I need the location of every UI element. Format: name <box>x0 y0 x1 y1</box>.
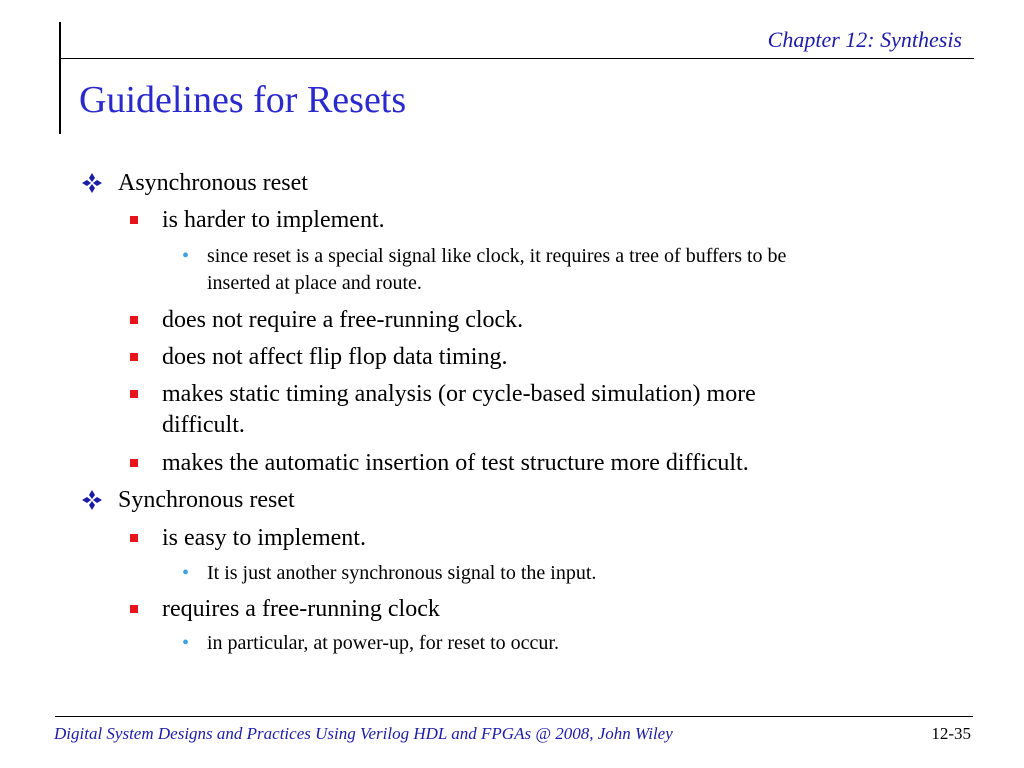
chapter-label: Chapter 12: Synthesis <box>767 27 962 52</box>
bullet-text: Asynchronous reset <box>118 170 308 196</box>
square-bullet-icon <box>130 353 138 361</box>
footer-citation: Digital System Designs and Practices Using Verilog HDL and FPGAs @ 2008, John Wiley <box>54 724 673 743</box>
list-item-text: does not affect flip flop data timing. <box>162 344 508 370</box>
square-bullet-icon <box>130 216 138 224</box>
list-item-text: makes the automatic insertion of test structure more difficult. <box>162 450 749 476</box>
footer-rule <box>55 716 973 717</box>
list-item-text: makes static timing analysis (or cycle-based simulation) more <box>162 381 756 407</box>
square-bullet-icon <box>130 390 138 398</box>
dot-bullet-icon: • <box>182 245 190 267</box>
dot-bullet-icon: • <box>182 632 190 654</box>
sub-list-item-text: since reset is a special signal like clock, it requires a tree of buffers to be <box>207 245 787 267</box>
page-number: 12-35 <box>931 724 971 743</box>
square-bullet-icon <box>130 605 138 613</box>
sub-list-item-text: inserted at place and route. <box>207 272 422 294</box>
square-bullet-icon <box>130 534 138 542</box>
square-bullet-icon <box>130 316 138 324</box>
list-item-text: is easy to implement. <box>162 525 366 551</box>
bullet-text: Synchronous reset <box>118 487 295 513</box>
list-item-text: does not require a free-running clock. <box>162 307 524 333</box>
sub-list-item-text: in particular, at power-up, for reset to occur. <box>207 632 559 654</box>
slide-title: Guidelines for Resets <box>79 79 407 121</box>
list-item-text: difficult. <box>162 412 245 438</box>
sub-list-item-text: It is just another synchronous signal to the input. <box>207 562 597 584</box>
square-bullet-icon <box>130 459 138 467</box>
list-item-text: is harder to implement. <box>162 207 385 233</box>
list-item-text: requires a free-running clock <box>162 596 440 622</box>
dot-bullet-icon: • <box>182 562 190 584</box>
diamond-bullet-icon <box>81 172 103 194</box>
diamond-bullet-icon <box>81 489 103 511</box>
